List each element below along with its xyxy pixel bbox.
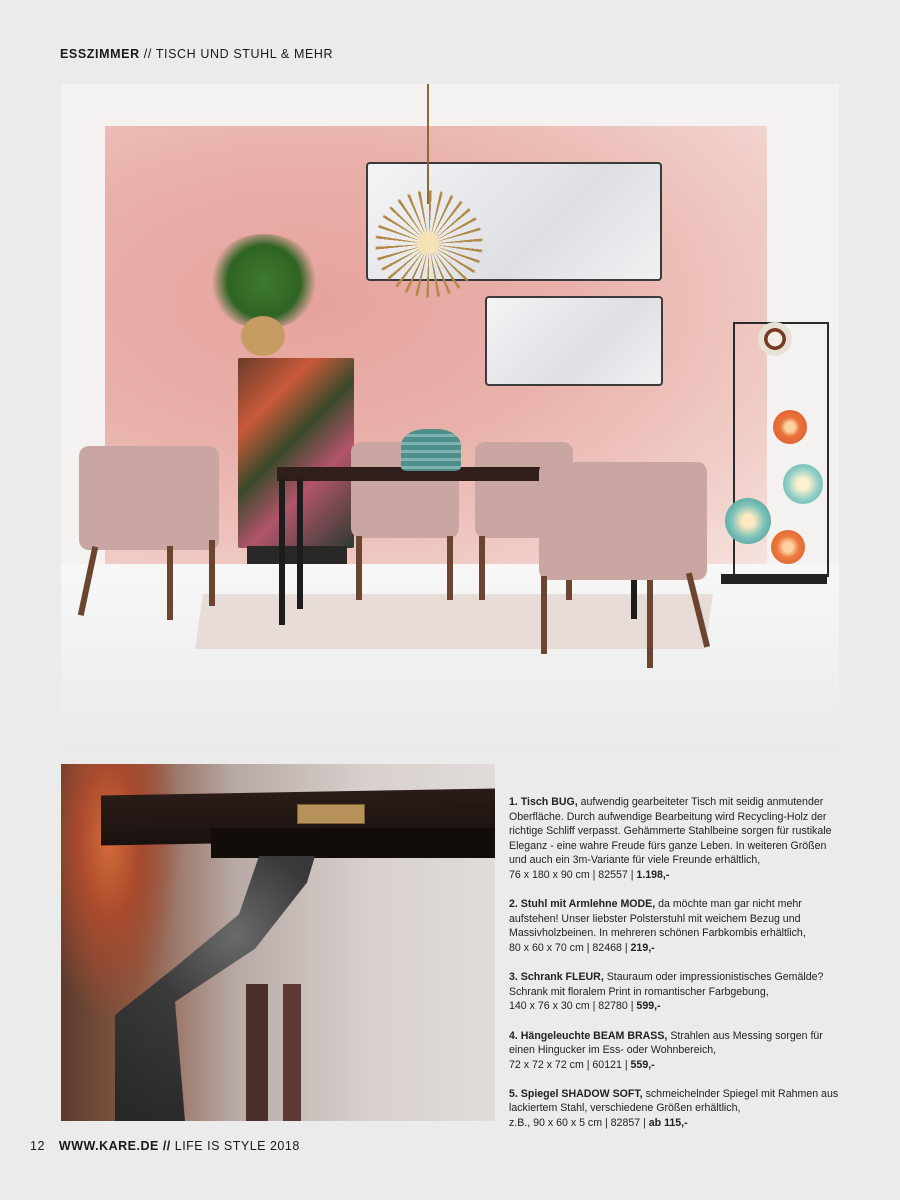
product-title: 4. Hängeleuchte BEAM BRASS, bbox=[509, 1029, 668, 1042]
section-title: ESSZIMMER bbox=[60, 47, 140, 61]
lamp-orb bbox=[758, 322, 792, 356]
chair-leg bbox=[356, 536, 362, 600]
chair-leg bbox=[479, 536, 485, 600]
lamp-orb bbox=[725, 498, 771, 544]
floor-lamp-base bbox=[721, 574, 827, 584]
product-title: 5. Spiegel SHADOW SOFT, bbox=[509, 1087, 643, 1100]
product-item bbox=[509, 1029, 839, 1073]
chair-leg-detail bbox=[283, 984, 301, 1121]
product-price: 1.198,- bbox=[636, 868, 670, 881]
chair-leg bbox=[167, 546, 173, 620]
product-dims: 80 x 60 x 70 cm | 82468 | bbox=[509, 941, 628, 954]
product-description: Strahlen aus Messing sorgen für einen Hingucker im Ess- oder Wohnbereich, bbox=[509, 1029, 823, 1057]
table-leg bbox=[279, 479, 285, 625]
product-title: 3. Schrank FLEUR, bbox=[509, 971, 604, 984]
product-price: 559,- bbox=[630, 1058, 655, 1071]
product-dims: 72 x 72 x 72 cm | 60121 | bbox=[509, 1058, 628, 1071]
footer-tagline: LIFE IS STYLE 2018 bbox=[174, 1139, 300, 1153]
section-subtitle: TISCH UND STUHL & MEHR bbox=[155, 47, 334, 61]
chair-front-left bbox=[79, 446, 219, 550]
product-title: 2. Stuhl mit Armlehne MODE, bbox=[509, 898, 656, 911]
product-price: 599,- bbox=[636, 1000, 661, 1013]
product-item bbox=[509, 795, 839, 883]
header-separator: // bbox=[143, 47, 152, 61]
chair-front-right bbox=[539, 462, 707, 580]
page-number: 12 bbox=[30, 1139, 45, 1153]
chair-leg bbox=[209, 540, 215, 606]
cabinet-fleur bbox=[238, 358, 354, 548]
lamp-core bbox=[417, 232, 439, 254]
lamp-orb bbox=[771, 530, 805, 564]
product-title: 1. Tisch BUG, bbox=[509, 796, 578, 808]
chair-leg bbox=[541, 576, 547, 654]
bowl-stack bbox=[401, 429, 461, 471]
chair-leg bbox=[647, 580, 653, 668]
footer-separator: // bbox=[162, 1139, 171, 1153]
product-price: 219,- bbox=[630, 941, 655, 954]
product-description: da möchte man gar nicht mehr aufstehen! Unser liebster Polsterstuhl mit weichem Bezug und Massivholzbeinen. In mehreren schönen Farbkombis erhältlich, bbox=[509, 898, 806, 940]
table-underside bbox=[211, 828, 495, 858]
chair-leg-detail bbox=[246, 984, 268, 1121]
product-description: aufwendig gearbeiteter Tisch mit seidig anmutender Oberfläche. Durch aufwendige Bearbeitung wird Recycling-Holz der richtige Schliff verpasst. Gehämmerte Stahlbeine sorgen für rustikale Eleganz - eine wahre Freude fürs ganze Leben. In weiteren Größen und auch ein 3m-Variante für viele Freunde erhältlich, bbox=[509, 796, 832, 867]
page-footer bbox=[30, 1139, 300, 1153]
website-link[interactable]: WWW.KARE.DE bbox=[58, 1139, 159, 1153]
product-dims: 76 x 180 x 90 cm | 82557 | bbox=[509, 868, 634, 881]
product-dims: 140 x 76 x 30 cm | 82780 | bbox=[509, 1000, 634, 1013]
brass-label bbox=[297, 804, 365, 824]
plant-pot bbox=[241, 316, 285, 356]
product-dims: z.B., 90 x 60 x 5 cm | 82857 | bbox=[509, 1117, 646, 1130]
table-leg bbox=[297, 479, 303, 609]
product-item bbox=[509, 970, 839, 1014]
page-header bbox=[60, 47, 333, 61]
mirror-small bbox=[485, 296, 663, 386]
product-description: Stauraum oder impressionistisches Gemälde? Schrank mit floralem Print in romantischer Farbgebung, bbox=[509, 971, 824, 998]
product-descriptions bbox=[509, 795, 839, 1145]
product-item bbox=[509, 897, 839, 955]
chair-leg bbox=[447, 536, 453, 600]
plant bbox=[209, 234, 319, 329]
dining-room-photo bbox=[61, 84, 839, 752]
lamp-orb bbox=[783, 464, 823, 504]
product-item bbox=[509, 1087, 839, 1131]
product-price: ab 115,- bbox=[648, 1117, 688, 1130]
table-detail-photo bbox=[61, 764, 495, 1121]
lamp-orb bbox=[773, 410, 807, 444]
product-description: schmeichelnder Spiegel mit Rahmen aus lackiertem Stahl, verschiedene Größen erhältlich, bbox=[509, 1087, 839, 1115]
